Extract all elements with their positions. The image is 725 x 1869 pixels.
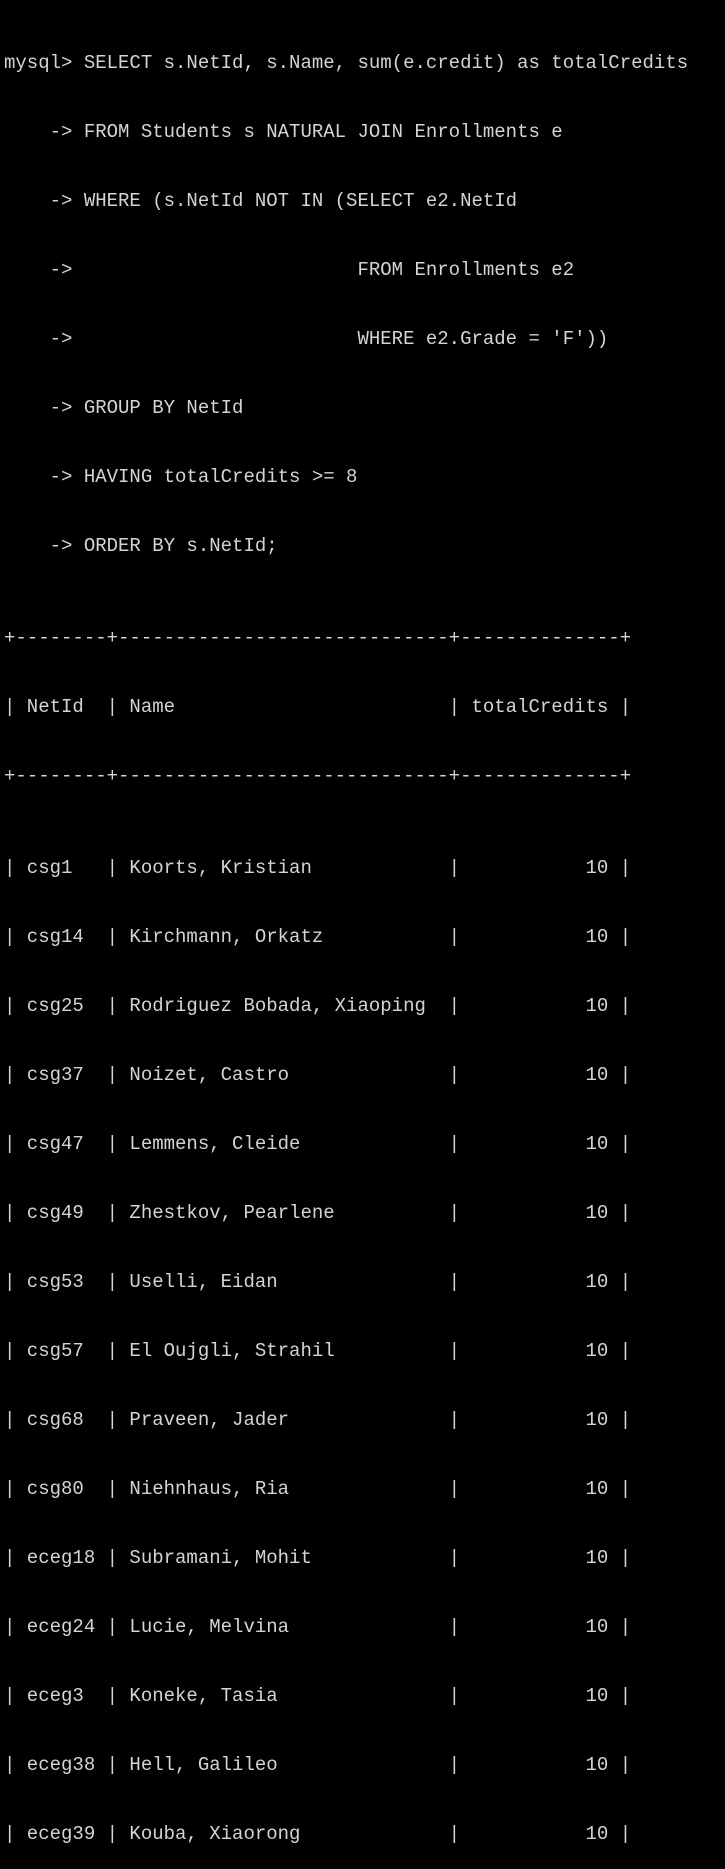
command-line-3: -> WHERE (s.NetId NOT IN (SELECT e2.NetId [4, 190, 518, 212]
command-line-1: mysql> SELECT s.NetId, s.Name, sum(e.credit) as totalCredits [4, 52, 689, 74]
table-header: | NetId | Name | totalCredits | [4, 696, 632, 718]
table-row: | csg68 | Praveen, Jader | 10 | [4, 1409, 632, 1431]
table-border-header: +--------+-----------------------------+--------------+ [4, 765, 632, 787]
command-line-7: -> HAVING totalCredits >= 8 [4, 466, 358, 488]
table-row: | csg14 | Kirchmann, Orkatz | 10 | [4, 926, 632, 948]
table-row: | csg1 | Koorts, Kristian | 10 | [4, 857, 632, 879]
table-border-top: +--------+-----------------------------+--------------+ [4, 627, 632, 649]
table-row: | csg80 | Niehnhaus, Ria | 10 | [4, 1478, 632, 1500]
table-row: | csg37 | Noizet, Castro | 10 | [4, 1064, 632, 1086]
table-row: | eceg39 | Kouba, Xiaorong | 10 | [4, 1823, 632, 1845]
table-row: | csg49 | Zhestkov, Pearlene | 10 | [4, 1202, 632, 1224]
table-row: | csg47 | Lemmens, Cleide | 10 | [4, 1133, 632, 1155]
table-row: | eceg24 | Lucie, Melvina | 10 | [4, 1616, 632, 1638]
command-line-8: -> ORDER BY s.NetId; [4, 535, 278, 557]
command-line-6: -> GROUP BY NetId [4, 397, 244, 419]
command-line-4: -> FROM Enrollments e2 [4, 259, 575, 281]
table-row: | csg25 | Rodriguez Bobada, Xiaoping | 10 | [4, 995, 632, 1017]
command-line-5: -> WHERE e2.Grade = 'F')) [4, 328, 609, 350]
command-line-2: -> FROM Students s NATURAL JOIN Enrollments e [4, 121, 563, 143]
table-row: | csg57 | El Oujgli, Strahil | 10 | [4, 1340, 632, 1362]
table-row: | eceg3 | Koneke, Tasia | 10 | [4, 1685, 632, 1707]
table-row: | csg53 | Uselli, Eidan | 10 | [4, 1271, 632, 1293]
table-row: | eceg38 | Hell, Galileo | 10 | [4, 1754, 632, 1776]
table-row: | eceg18 | Subramani, Mohit | 10 | [4, 1547, 632, 1569]
